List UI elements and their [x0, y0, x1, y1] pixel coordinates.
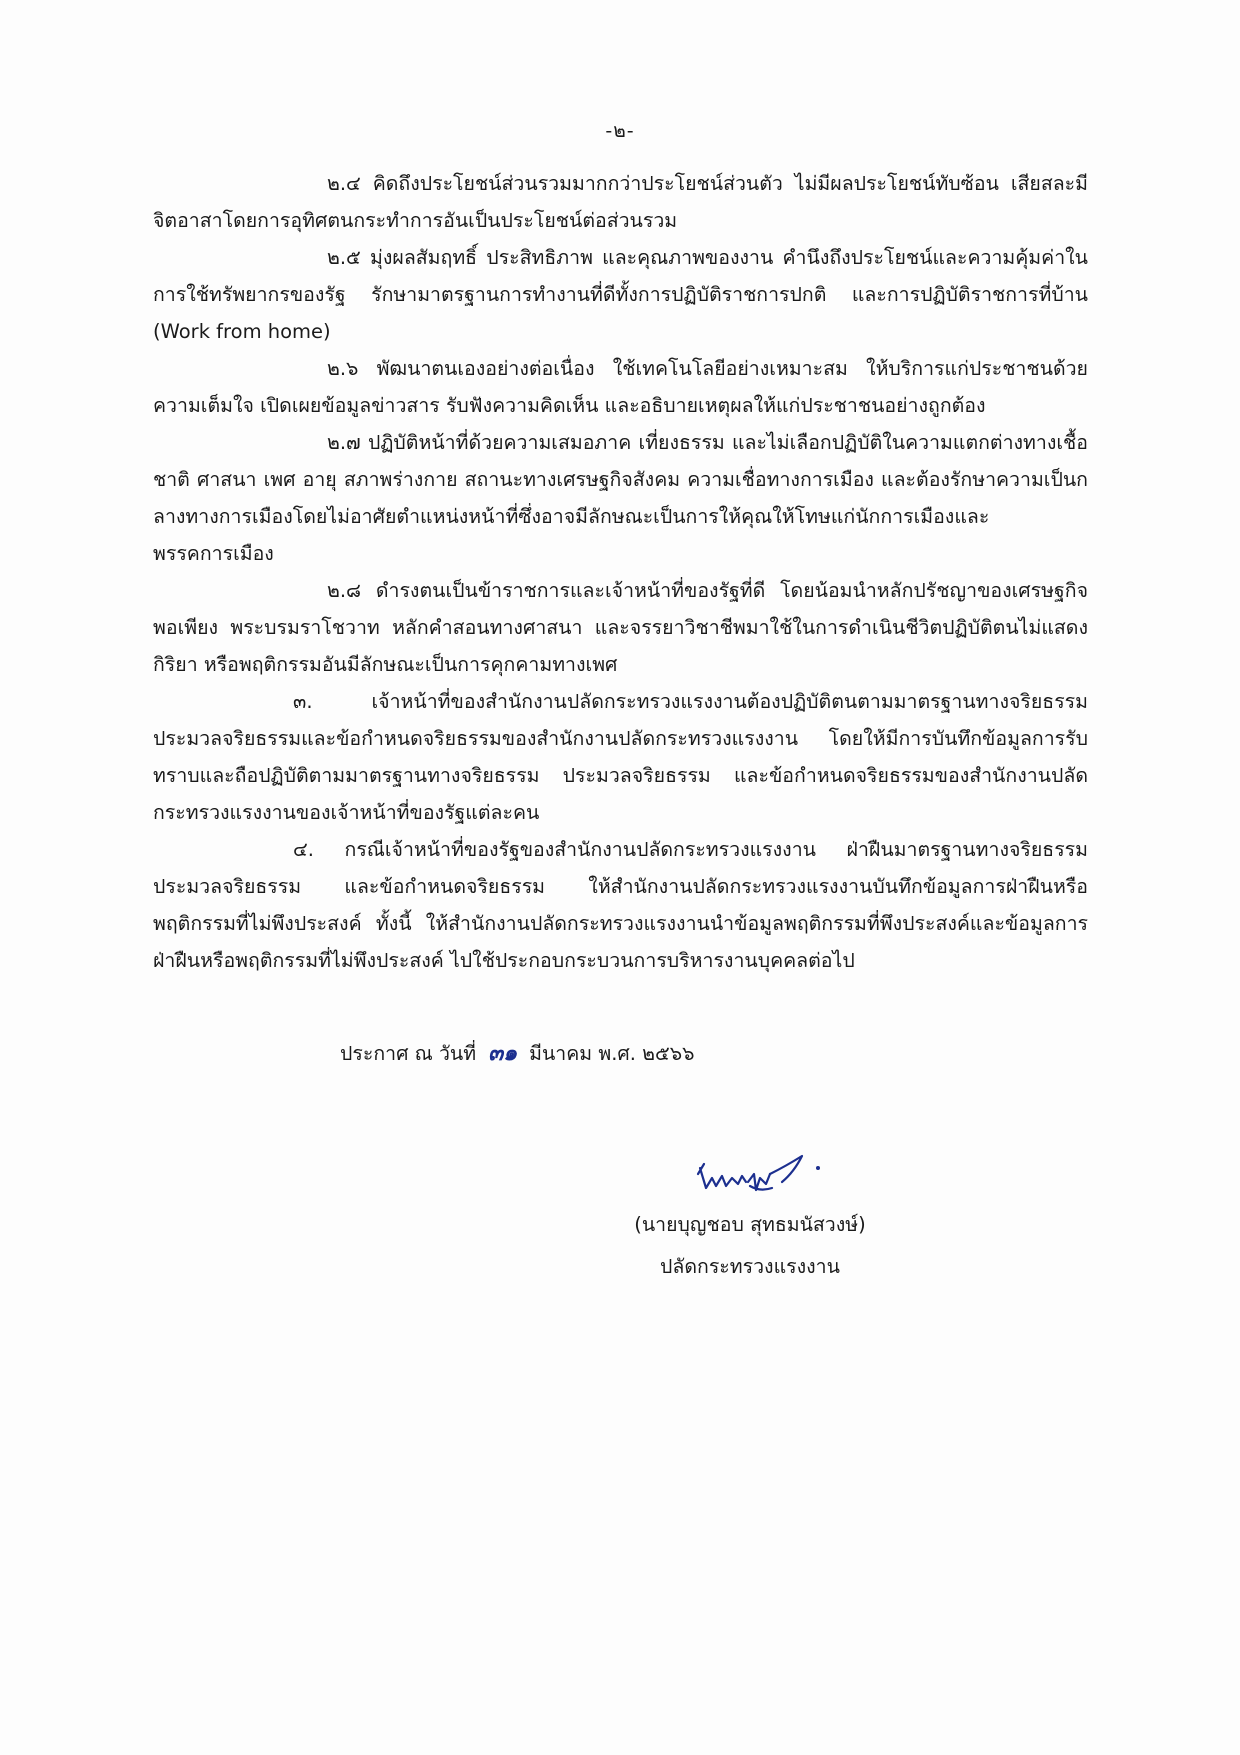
handwritten-signature — [690, 1148, 840, 1208]
announcement-date-line — [340, 1035, 695, 1070]
page-number: -๒- — [605, 120, 635, 142]
signer-name: (นายบุญชอบ สุทธมนัสวงษ์) — [634, 1213, 866, 1236]
clause-2-4: ๒.๔ คิดถึงประโยชน์ส่วนรวมมากกว่าประโยชน์ส่วนตัว ไม่มีผลประโยชน์ทับซ้อน เสียสละมีจิตอาสาโดยการอุทิศตนกระทำการอันเป็นประโยชน์ต่อส่วนรวม — [153, 172, 1088, 232]
clause-3: ๓. เจ้าหน้าที่ของสำนักงานปลัดกระทรวงแรงงานต้องปฏิบัติตนตามมาตรฐานทางจริยธรรมประมวลจริยธรรมและข้อกำหนดจริยธรรมของสำนักงานปลัดกระทรวงแรงงาน โดยให้มีการบันทึกข้อมูลการรับทราบและถือปฏิบัติตามมาตรฐานทางจริยธรรม ประมวลจริยธรรม และข้อกำหนดจริยธรรมของสำนักงานปลัดกระทรวงแรงงานของเจ้าหน้าที่ของรัฐแต่ละคน — [153, 690, 1088, 824]
handwritten-day: ๓๑ — [488, 1041, 518, 1066]
clause-2-8: ๒.๘ ดำรงตนเป็นข้าราชการและเจ้าหน้าที่ของรัฐที่ดี โดยน้อมนำหลักปรัชญาของเศรษฐกิจพอเพียง พระบรมราโชวาท หลักคำสอนทางศาสนา และจรรยาวิชาชีพมาใช้ในการดำเนินชีวิตปฏิบัติตนไม่แสดงกิริยา หรือพฤติกรรมอันมีลักษณะเป็นการคุกคามทางเพศ — [153, 579, 1088, 676]
announcement-prefix: ประกาศ ณ วันที่ — [340, 1042, 477, 1065]
clause-4: ๔. กรณีเจ้าหน้าที่ของรัฐของสำนักงานปลัดกระทรวงแรงงาน ฝ่าฝืนมาตรฐานทางจริยธรรมประมวลจริยธรรม และข้อกำหนดจริยธรรม ให้สำนักงานปลัดกระทรวงแรงงานบันทึกข้อมูลการฝ่าฝืนหรือพฤติกรรมที่ไม่พึงประสงค์ ทั้งนี้ ให้สำนักงานปลัดกระทรวงแรงงานนำข้อมูลพฤติกรรมที่พึงประสงค์และข้อมูลการฝ่าฝืนหรือพฤติกรรมที่ไม่พึงประสงค์ ไปใช้ประกอบกระบวนการบริหารงานบุคคลต่อไป — [153, 838, 1088, 972]
document-body — [153, 165, 1088, 979]
announcement-month-year: มีนาคม พ.ศ. ๒๕๖๖ — [529, 1042, 695, 1065]
signer-position: ปลัดกระทรวงแรงงาน — [660, 1255, 840, 1278]
clause-2-7: ๒.๗ ปฏิบัติหน้าที่ด้วยความเสมอภาค เที่ยงธรรม และไม่เลือกปฏิบัติในความแตกต่างทางเชื้อชาติ ศาสนา เพศ อายุ สภาพร่างกาย สถานะทางเศรษฐกิจสังคม ความเชื่อทางการเมือง และต้องรักษาความเป็นกลางทางการเมืองโดยไม่อาศัยตำแหน่งหน้าที่ซึ่งอาจมีลักษณะเป็นการให้คุณให้โทษแก่นักการเมืองและพรรคการเมือง — [153, 431, 1088, 565]
clause-2-5: ๒.๕ มุ่งผลสัมฤทธิ์ ประสิทธิภาพ และคุณภาพของงาน คำนึงถึงประโยชน์และความคุ้มค่าในการใช้ทรัพยากรของรัฐ รักษามาตรฐานการทำงานที่ดีทั้งการปฏิบัติราชการปกติ และการปฏิบัติราชการที่บ้าน (Work from home) — [153, 246, 1088, 343]
clause-2-6: ๒.๖ พัฒนาตนเองอย่างต่อเนื่อง ใช้เทคโนโลยีอย่างเหมาะสม ให้บริการแก่ประชาชนด้วยความเต็มใจ เปิดเผยข้อมูลข่าวสาร รับฟังความคิดเห็น และอธิบายเหตุผลให้แก่ประชาชนอย่างถูกต้อง — [153, 357, 1088, 417]
